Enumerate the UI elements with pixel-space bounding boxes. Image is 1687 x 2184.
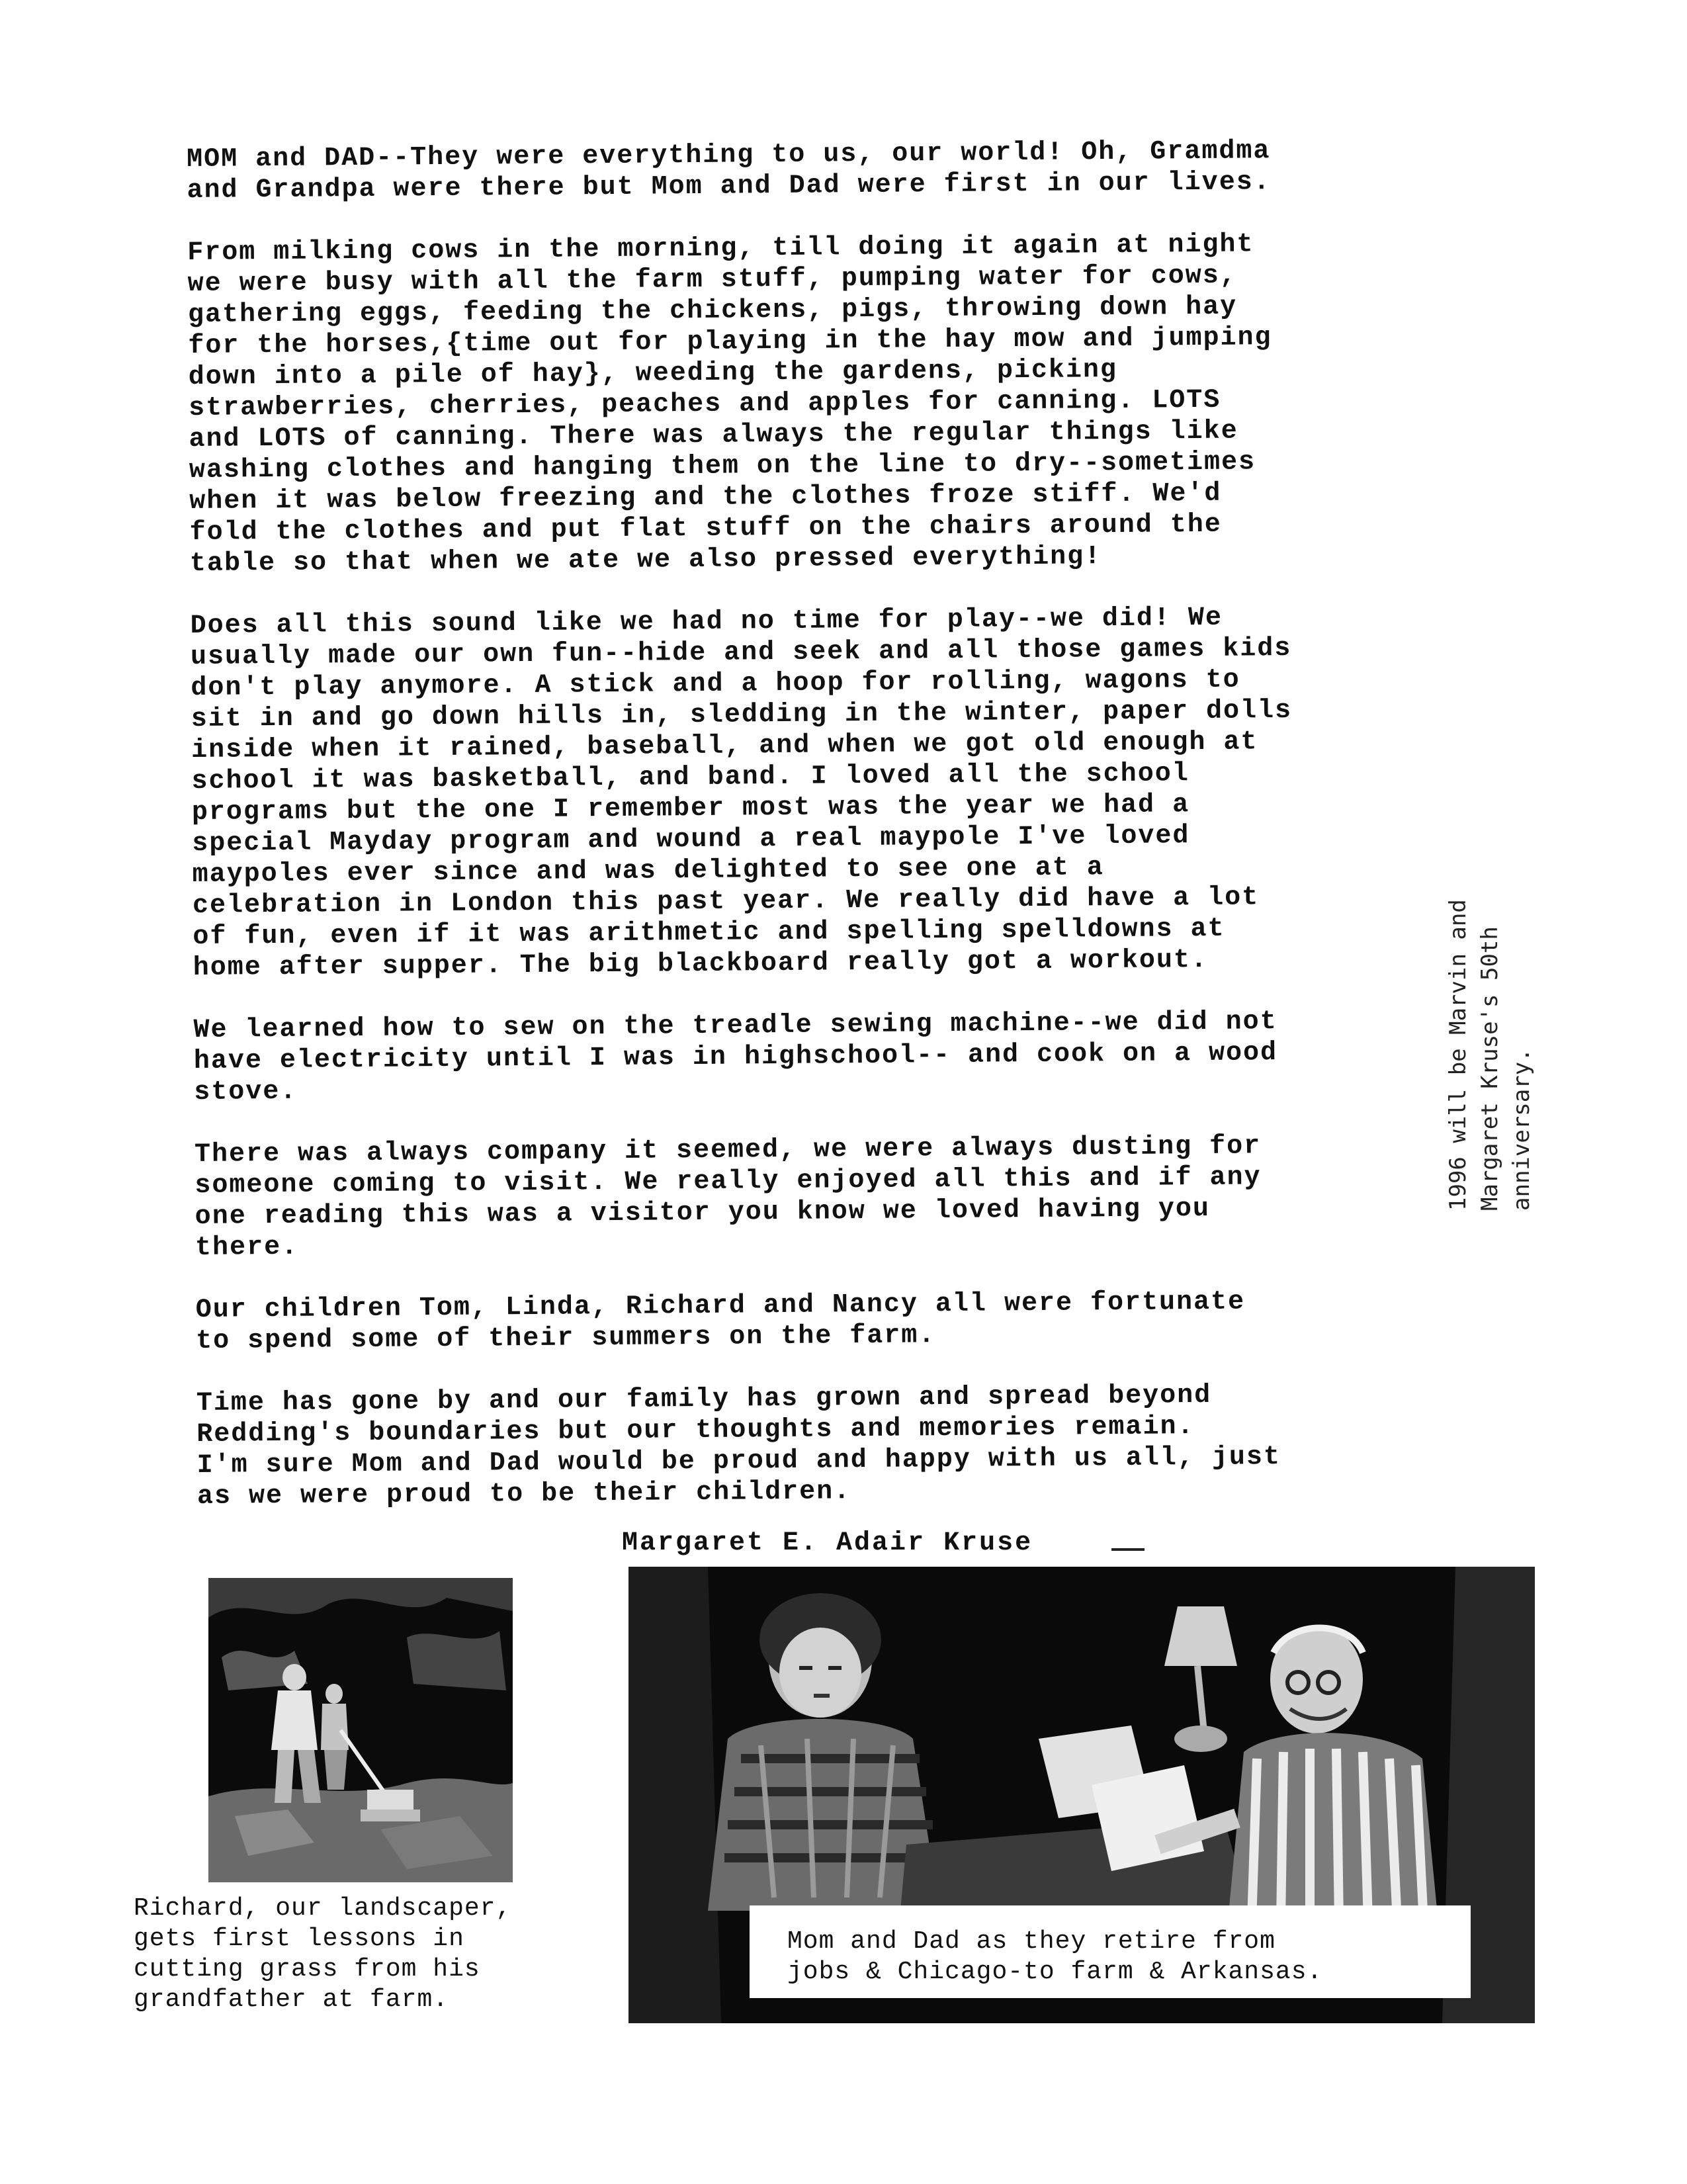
paragraph-children: Our children Tom, Linda, Richard and Nancy all were fortunate to spend some of their summers on the farm.: [195, 1287, 1246, 1356]
paragraph-play: Does all this sound like we had no time for play--we did! We usually made our own fun--hide and seek and all those games kids don't play anymore. A stick and a hoop for rolling, wagons to sit in and go down hills in, sledding in the winter, paper dolls inside when it rained, baseball, and when we got old enough at school it was basketball, and band. I loved all the school programs but the one I remember most was the year we had a special Mayday program and wound a real maypole I've loved maypoles ever since and was delighted to see one at a celebration in London this past year. We really did have a lot of fun, even if it was arithmetic and spelling spelldowns at home after supper. The big blackboard really got a workout.: [190, 603, 1293, 983]
paragraph-company: There was always company it seemed, we were always dusting for someone coming to visit. We really enjoyed all this and if any one reading this was a visitor you know we loved having you there.: [194, 1131, 1262, 1263]
photo-grandfather-mowing: [208, 1578, 513, 1882]
letter-body: [187, 134, 1428, 1544]
signature: Margaret E. Adair Kruse: [622, 1528, 1033, 1558]
paragraph-time-gone-by: Time has gone by and our family has grown and spread beyond Redding's boundaries but our thoughts and memories remain. I'm sure Mom and Dad would be proud and happy with us all, just as we were proud to be their children.: [196, 1380, 1281, 1512]
paragraph-mom-and-dad: MOM and DAD--They were everything to us, our world! Oh, Gramdma and Grandpa were there but Mom and Dad were first in our lives.: [187, 136, 1271, 206]
photo-grandfather-mowing-image: [208, 1578, 513, 1882]
photo-right-caption: Mom and Dad as they retire from jobs & Chicago-to farm & Arkansas.: [787, 1927, 1323, 1986]
anniversary-side-note: 1996 will be Marvin and Margaret Kruse's 50th anniversary.: [1445, 899, 1535, 1211]
photo-left-caption: Richard, our landscaper, gets first lessons in cutting grass from his grandfather at farm.: [134, 1894, 512, 2014]
dash-mark: [1111, 1548, 1145, 1551]
paragraph-farm-chores: From milking cows in the morning, till doing it again at night we were busy with all the farm stuff, pumping water for cows, gathering eggs, feeding the chickens, pigs, throwing down hay for the horses,{time out for playing in the hay mow and jumping down into a pile of hay}, weeding the gardens, picking strawberries, cherries, peaches and apples for canning. LOTS and LOTS of canning. There was always the regular things like washing clothes and hanging them on the line to dry--sometimes when it was below freezing and the clothes froze stiff. We'd fold the clothes and put flat stuff on the chairs around the table so that when we ate we also pressed everything!: [187, 230, 1272, 579]
paragraph-sewing: We learned how to sew on the treadle sewing machine--we did not have electricity until I was in highschool-- and cook on a wood stove.: [193, 1007, 1278, 1108]
